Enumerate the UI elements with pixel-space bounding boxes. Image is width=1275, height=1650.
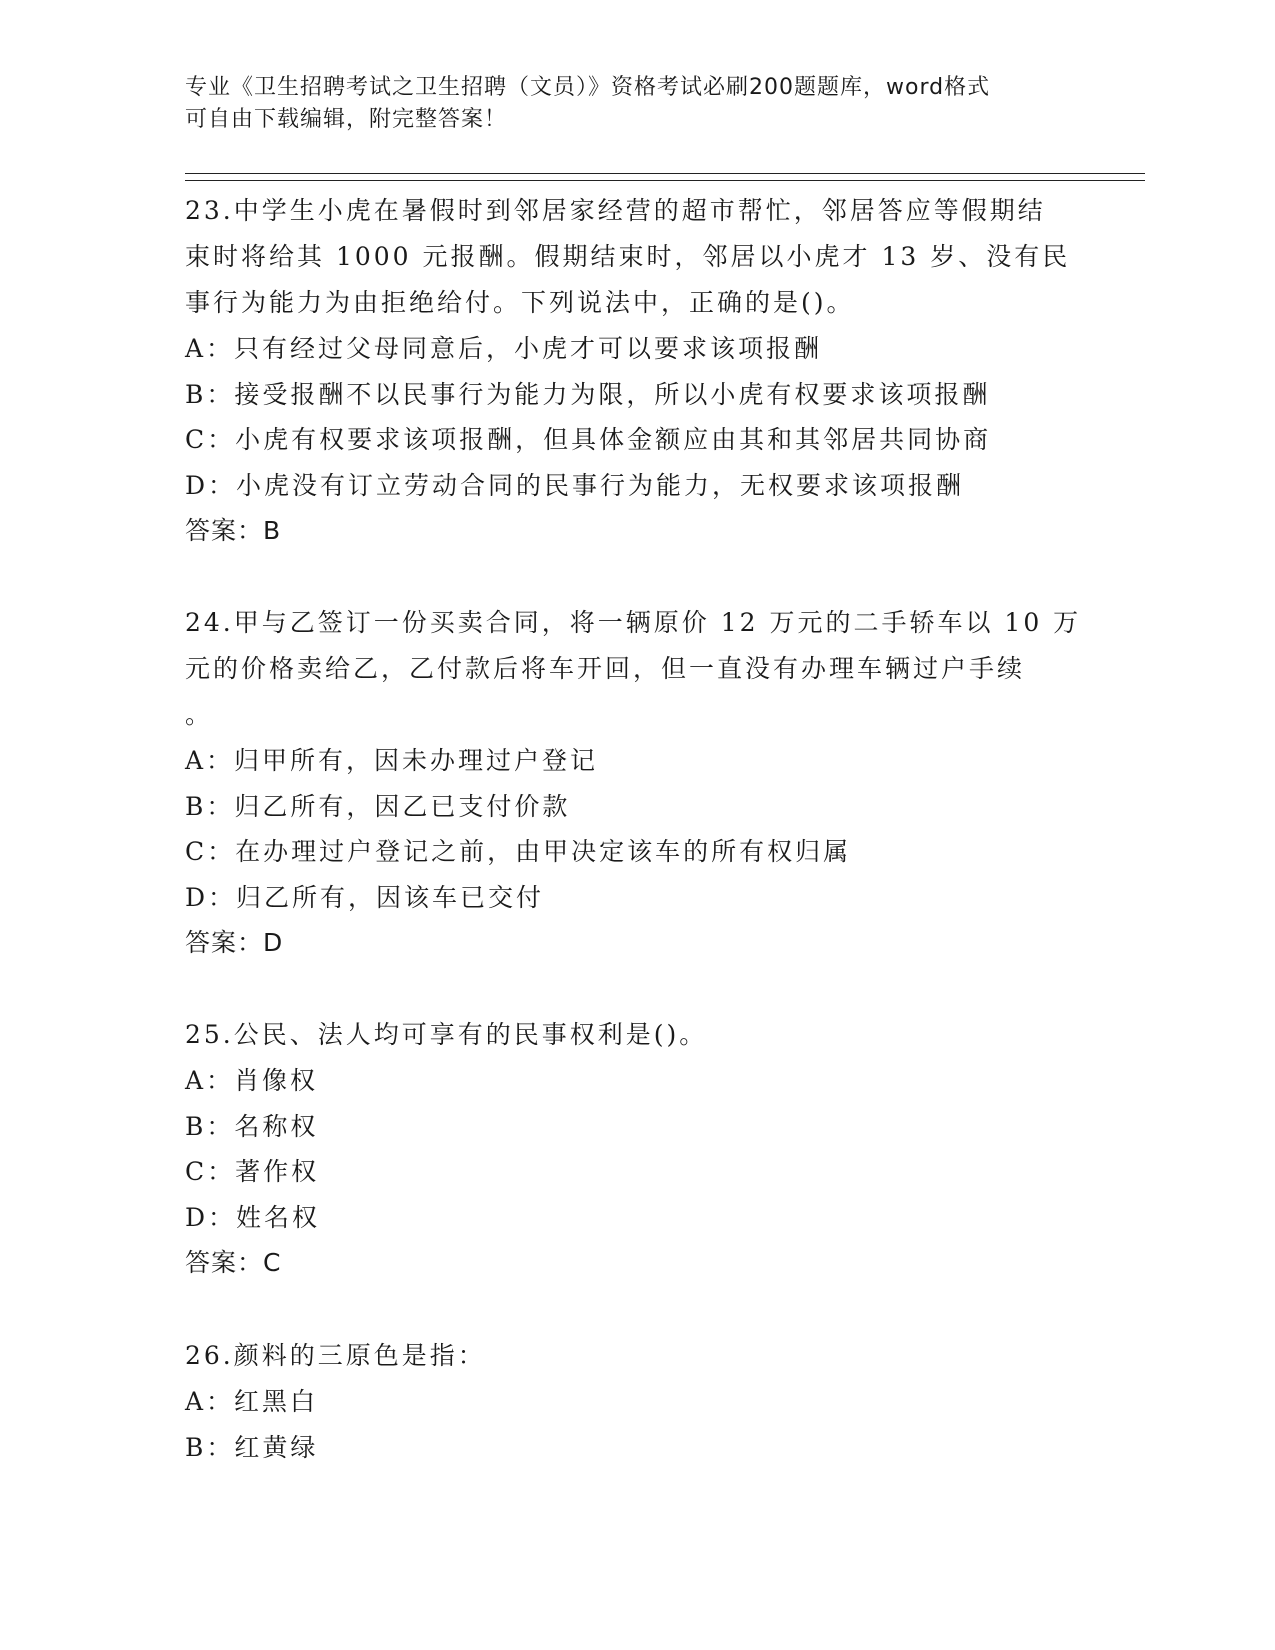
- question-stem-line: 24.甲与乙签订一份买卖合同，将一辆原价 12 万元的二手轿车以 10 万: [185, 608, 1082, 637]
- answer-key: 答案：B: [185, 516, 282, 545]
- answer-key: 答案：C: [185, 1248, 282, 1277]
- document-header: [185, 72, 1065, 136]
- question-spacer: [185, 965, 1085, 1012]
- question-24: [185, 600, 1085, 965]
- question-26: [185, 1333, 1085, 1470]
- option-c: C：著作权: [185, 1157, 320, 1186]
- question-stem-line: 25.公民、法人均可享有的民事权利是()。: [185, 1020, 708, 1049]
- header-title-line-1: 专业《卫生招聘考试之卫生招聘（文员）》资格考试必刷200题题库，word格式: [185, 75, 991, 100]
- option-a: A：归甲所有，因未办理过户登记: [185, 746, 599, 775]
- question-spacer: [185, 553, 1085, 600]
- question-stem-line: 26.颜料的三原色是指：: [185, 1341, 486, 1370]
- option-d: D：归乙所有，因该车已交付: [185, 882, 545, 912]
- header-divider-bottom: [185, 180, 1145, 181]
- option-c: C：小虎有权要求该项报酬，但具体金额应由其和其邻居共同协商: [185, 425, 992, 454]
- question-spacer: [185, 1285, 1085, 1333]
- question-stem-line: 。: [185, 700, 214, 729]
- answer-key: 答案：D: [185, 928, 284, 957]
- question-list: [185, 188, 1085, 1470]
- option-a: A：肖像权: [185, 1066, 319, 1095]
- question-stem-line: 束时将给其 1000 元报酬。假期结束时，邻居以小虎才 13 岁、没有民: [185, 242, 1071, 271]
- option-a: A：红黑白: [185, 1387, 319, 1416]
- question-25: [185, 1012, 1085, 1285]
- option-a: A：只有经过父母同意后，小虎才可以要求该项报酬: [185, 334, 823, 363]
- option-b: B：红黄绿: [185, 1432, 319, 1462]
- option-b: B：归乙所有，因乙已支付价款: [185, 791, 571, 821]
- option-b: B：接受报酬不以民事行为能力为限，所以小虎有权要求该项报酬: [185, 379, 991, 409]
- question-stem-line: 元的价格卖给乙，乙付款后将车开回，但一直没有办理车辆过户手续: [185, 654, 1026, 683]
- question-23: [185, 188, 1085, 553]
- header-title-line-2: 可自由下载编辑，附完整答案！: [185, 107, 508, 132]
- option-c: C：在办理过户登记之前，由甲决定该车的所有权归属: [185, 837, 852, 866]
- option-d: D：姓名权: [185, 1202, 321, 1232]
- header-divider-top: [185, 173, 1145, 174]
- question-stem-line: 事行为能力为由拒绝给付。下列说法中，正确的是()。: [185, 288, 855, 317]
- question-stem-line: 23.中学生小虎在暑假时到邻居家经营的超市帮忙，邻居答应等假期结: [185, 196, 1046, 225]
- option-d: D：小虎没有订立劳动合同的民事行为能力，无权要求该项报酬: [185, 470, 965, 500]
- option-b: B：名称权: [185, 1111, 319, 1141]
